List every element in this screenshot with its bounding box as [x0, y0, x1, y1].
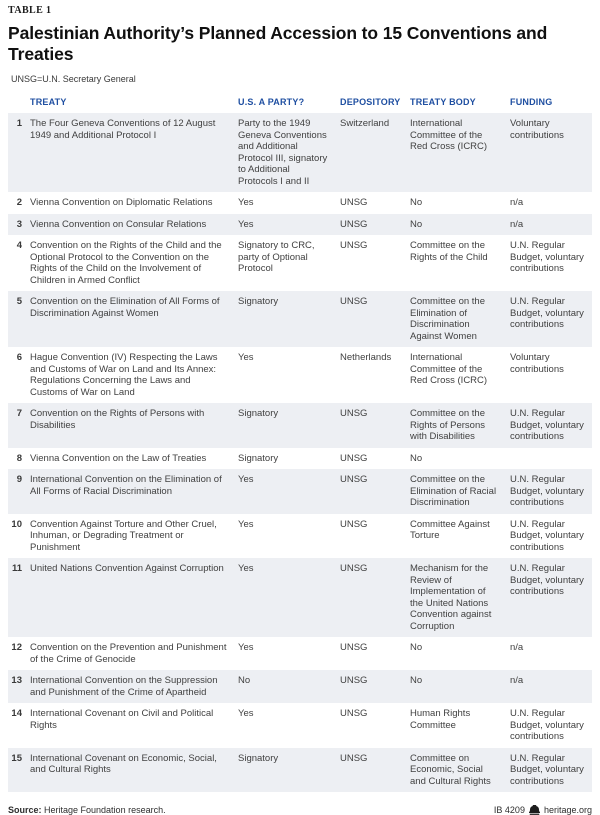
table-row — [8, 670, 592, 703]
funding-cell: U.N. Regular Budget, voluntary contributions — [510, 558, 592, 637]
depository-cell: UNSG — [340, 748, 410, 793]
treaty-body-cell: No — [410, 452, 423, 464]
col-header-treaty-body: TREATY BODY — [410, 97, 476, 107]
treaty-cell: Vienna Convention on the Law of Treaties — [30, 452, 207, 464]
us-party-cell: Yes — [238, 518, 254, 530]
row-number: 15 — [8, 748, 30, 793]
table-label: TABLE 1 — [8, 5, 52, 16]
treaty-cell: International Covenant on Economic, Social, and Cultural Rights — [30, 748, 238, 793]
depository-cell: UNSG — [340, 518, 368, 530]
col-header-depository: DEPOSITORY — [340, 97, 401, 107]
table-row — [8, 469, 592, 514]
table-row — [8, 703, 592, 748]
depository-cell: UNSG — [340, 403, 410, 448]
treaty-body-cell: International Committee of the Red Cross (ICRC) — [410, 113, 510, 192]
us-party-cell: Yes — [238, 197, 254, 208]
table-row — [8, 558, 592, 637]
site-link: heritage.org — [543, 805, 592, 815]
us-party-cell: Yes — [238, 352, 254, 363]
us-party-cell: Yes — [238, 214, 340, 236]
col-header-treaty: TREATY — [30, 97, 67, 107]
us-party-cell: Signatory — [238, 403, 340, 448]
table-row — [8, 748, 592, 793]
depository-cell: UNSG — [340, 452, 368, 464]
treaties-table — [8, 97, 592, 792]
funding-cell: Voluntary contributions — [510, 352, 564, 375]
table-row — [8, 214, 592, 236]
col-header-number — [8, 97, 30, 113]
us-party-cell: Party to the 1949 Geneva Conventions and Additional Protocol III, signatory to Additional Protocols I and II — [238, 113, 340, 192]
funding-cell: n/a — [510, 197, 524, 208]
depository-cell: UNSG — [340, 214, 410, 236]
table-row — [8, 291, 592, 347]
depository-cell: UNSG — [340, 642, 368, 653]
row-number: 14 — [11, 708, 22, 719]
col-header-us-party: U.S. A PARTY? — [238, 97, 305, 107]
treaty-body-cell: Committee on Economic, Social and Cultural Rights — [410, 748, 510, 793]
treaty-body-cell: Committee on the Rights of the Child — [410, 240, 488, 263]
depository-cell: UNSG — [340, 708, 368, 719]
treaty-body-cell: No — [410, 197, 423, 208]
treaty-body-cell: Committee on the Elimination of Racial Discrimination — [410, 469, 510, 514]
col-header-funding: FUNDING — [510, 97, 553, 107]
depository-cell: Netherlands — [340, 352, 392, 363]
us-party-cell: Signatory to CRC, party of Optional Protocol — [238, 240, 315, 274]
source-text: Heritage Foundation research. — [41, 805, 166, 815]
row-number: 3 — [8, 214, 30, 236]
depository-cell: UNSG — [340, 558, 410, 637]
table-row — [8, 235, 592, 291]
treaty-cell: International Convention on the Suppression and Punishment of the Crime of Apartheid — [30, 670, 238, 703]
funding-cell: U.N. Regular Budget, voluntary contributions — [510, 518, 584, 553]
row-number: 2 — [16, 197, 22, 208]
treaty-cell: Convention on the Rights of Persons with Disabilities — [30, 403, 238, 448]
treaty-cell: Vienna Convention on Diplomatic Relations — [30, 197, 213, 208]
treaty-body-cell: Human Rights Committee — [410, 708, 471, 731]
depository-cell: UNSG — [340, 469, 410, 514]
treaty-cell: Convention on the Rights of the Child and the Optional Protocol to the Convention on the Rights of the Child on the Involvement of Children in Armed Conflict — [30, 240, 222, 286]
table-row — [8, 514, 592, 559]
treaty-body-cell: Committee on the Elimination of Discrimination Against Women — [410, 291, 510, 347]
treaty-cell: Convention Against Torture and Other Cruel, Inhuman, or Degrading Treatment or Punishment — [30, 518, 217, 553]
treaty-cell: The Four Geneva Conventions of 12 August 1949 and Additional Protocol I — [30, 113, 238, 192]
us-party-cell: Signatory — [238, 452, 279, 464]
table-row — [8, 347, 592, 403]
treaty-body-cell: No — [410, 214, 510, 236]
doc-id: IB 4209 — [493, 805, 525, 815]
treaty-cell: Convention on the Prevention and Punishment of the Crime of Genocide — [30, 642, 227, 665]
table-row — [8, 192, 592, 214]
funding-cell: U.N. Regular Budget, voluntary contributions — [510, 469, 592, 514]
treaty-cell: International Covenant on Civil and Political Rights — [30, 708, 214, 731]
table-row — [8, 448, 592, 470]
treaty-body-cell: Mechanism for the Review of Implementation of the United Nations Convention against Corruption — [410, 558, 510, 637]
depository-cell: UNSG — [340, 240, 368, 251]
treaty-body-cell: Committee on the Rights of Persons with Disabilities — [410, 403, 510, 448]
treaty-cell: International Convention on the Elimination of All Forms of Racial Discrimination — [30, 469, 238, 514]
funding-cell: n/a — [510, 642, 524, 653]
funding-cell: Voluntary contributions — [510, 113, 592, 192]
treaty-body-cell: No — [410, 670, 510, 703]
page-title: Palestinian Authority’s Planned Accession to 15 Conventions and Treaties — [8, 23, 548, 64]
depository-cell: UNSG — [340, 197, 368, 208]
row-number: 8 — [16, 452, 22, 464]
treaty-body-cell: International Committee of the Red Cross (ICRC) — [410, 352, 488, 386]
row-number: 10 — [11, 518, 22, 530]
depository-cell: UNSG — [340, 670, 410, 703]
table-row — [8, 637, 592, 670]
table-header-row — [8, 97, 592, 113]
treaty-cell: Convention on the Elimination of All Forms of Discrimination Against Women — [30, 291, 238, 347]
row-number: 9 — [8, 469, 30, 514]
treaty-cell: United Nations Convention Against Corruption — [30, 558, 238, 637]
funding-cell: U.N. Regular Budget, voluntary contributions — [510, 403, 592, 448]
depository-cell: UNSG — [340, 291, 410, 347]
us-party-cell: Yes — [238, 558, 340, 637]
row-number: 6 — [16, 352, 22, 363]
abbreviation-legend: UNSG=U.N. Secretary General — [11, 74, 136, 84]
row-number: 5 — [8, 291, 30, 347]
funding-cell: U.N. Regular Budget, voluntary contributions — [510, 291, 592, 347]
depository-cell: Switzerland — [340, 113, 410, 192]
row-number: 1 — [8, 113, 30, 192]
us-party-cell: Yes — [238, 708, 254, 719]
treaty-body-cell: No — [410, 642, 423, 653]
treaty-cell: Vienna Convention on Consular Relations — [30, 214, 238, 236]
treaty-body-cell: Committee Against Torture — [410, 518, 490, 541]
us-party-cell: Yes — [238, 642, 254, 653]
us-party-cell: Signatory — [238, 748, 340, 793]
funding-cell: U.N. Regular Budget, voluntary contributions — [510, 748, 592, 793]
funding-cell: U.N. Regular Budget, voluntary contributions — [510, 708, 584, 742]
row-number: 11 — [8, 558, 30, 637]
table-row — [8, 403, 592, 448]
funding-cell: U.N. Regular Budget, voluntary contributions — [510, 240, 584, 274]
us-party-cell: Signatory — [238, 291, 340, 347]
row-number: 12 — [11, 642, 22, 653]
source-label: Source: — [8, 805, 42, 815]
row-number: 4 — [16, 240, 22, 251]
funding-cell: n/a — [510, 670, 592, 703]
row-number: 7 — [8, 403, 30, 448]
treaty-cell: Hague Convention (IV) Respecting the Laws and Customs of War on Land and Its Annex: Regulations Concerning the Laws and Customs of War on Land — [30, 352, 218, 398]
funding-cell — [510, 448, 592, 470]
funding-cell: n/a — [510, 214, 592, 236]
us-party-cell: No — [238, 670, 340, 703]
us-party-cell: Yes — [238, 469, 340, 514]
table-row — [8, 113, 592, 192]
row-number: 13 — [8, 670, 30, 703]
